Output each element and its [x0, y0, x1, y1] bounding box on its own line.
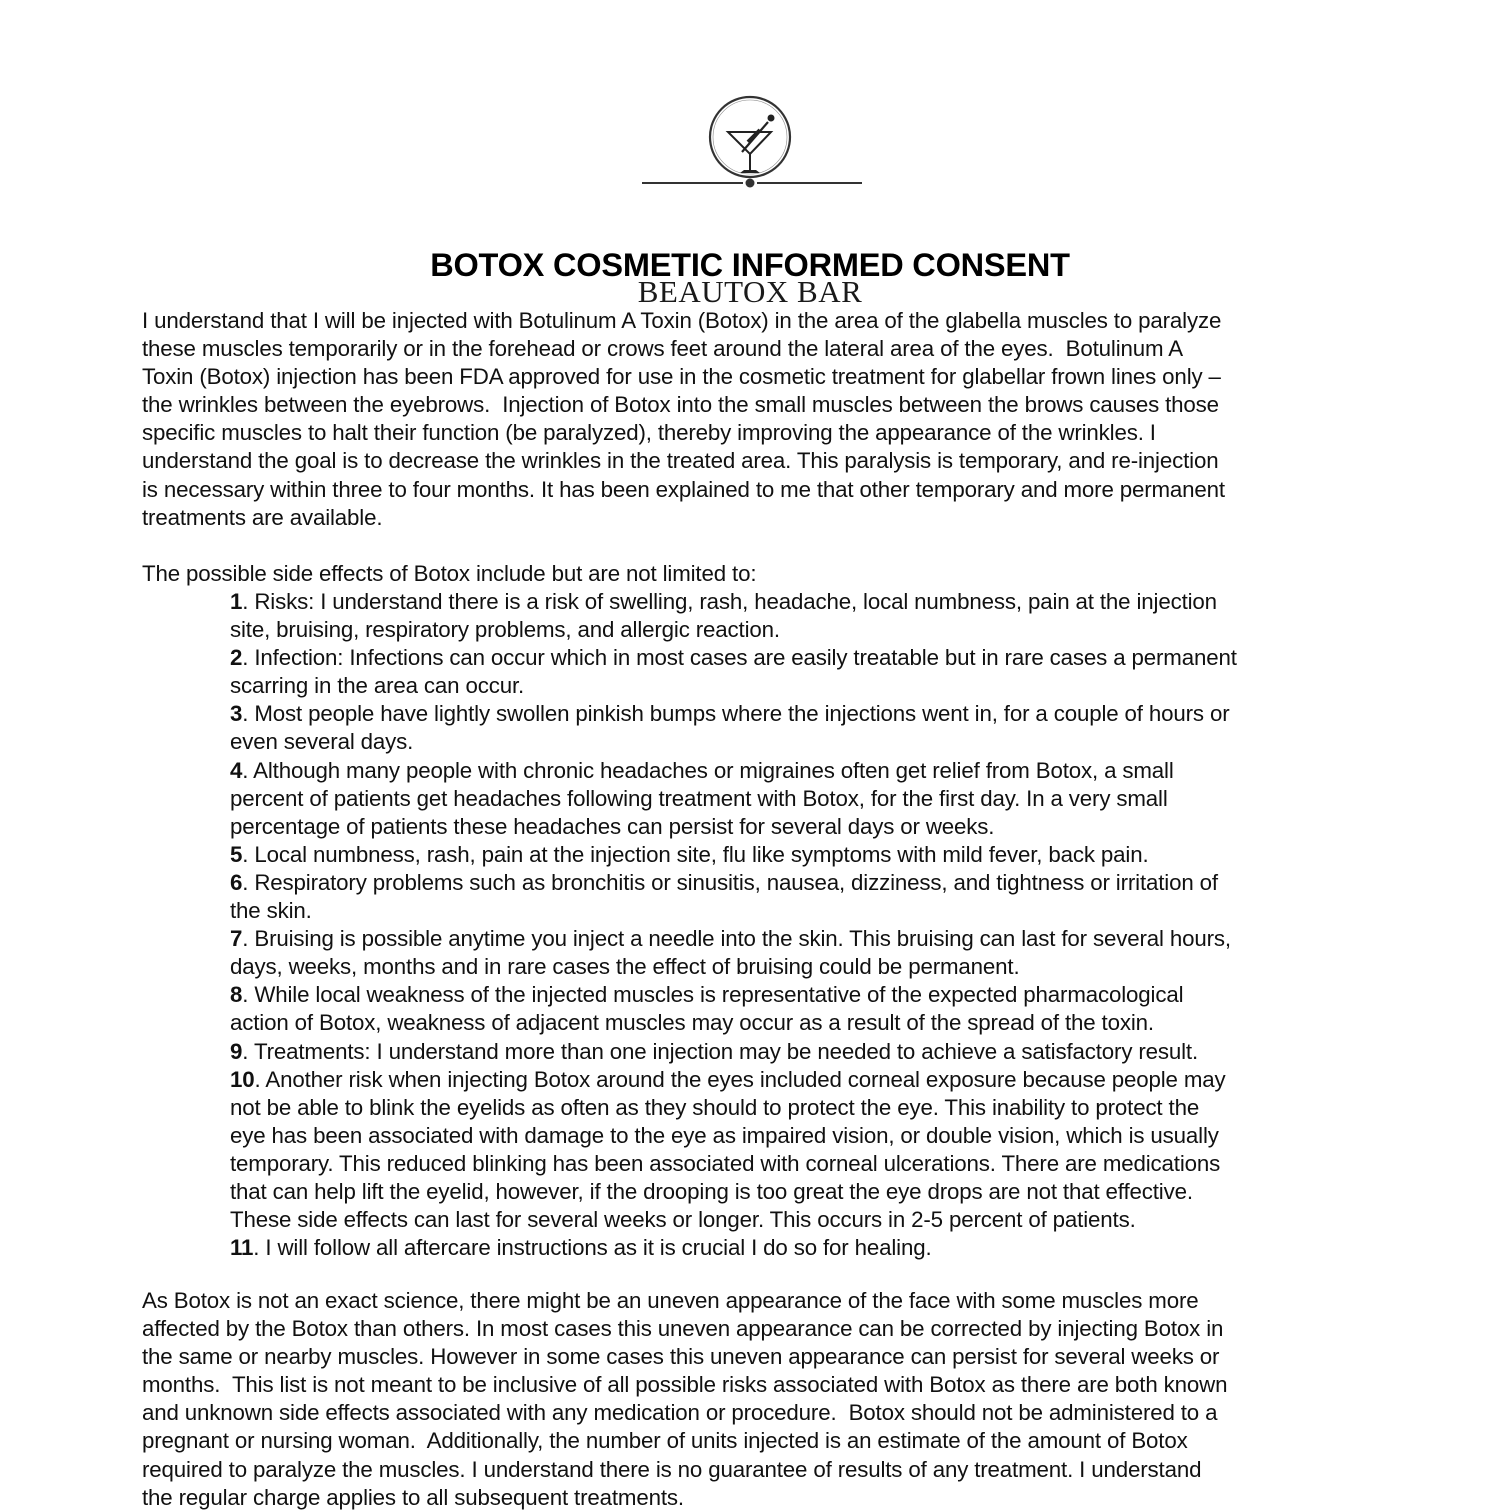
document-title: BOTOX COSMETIC INFORMED CONSENT	[430, 247, 1070, 283]
item-text: days, weeks, months and in rare cases the effect of bruising could be permanent.	[230, 954, 1020, 980]
item-text: temporary. This reduced blinking has been associated with corneal ulcerations. There are medications	[230, 1150, 1221, 1176]
beautox-bar-logo	[630, 92, 870, 309]
item-text: the skin.	[230, 898, 312, 924]
closing-line: As Botox is not an exact science, there might be an uneven appearance of the face with some muscles more	[142, 1288, 1199, 1313]
item-text: percent of patients get headaches following treatment with Botox, for the first day. In a very small	[230, 785, 1168, 811]
item-text: Infection: Infections can occur which in most cases are easily treatable but in rare cases a permanent	[254, 645, 1237, 671]
side-effects-list	[230, 588, 1380, 1262]
list-item: 2. Infection: Infections can occur which in most cases are easily treatable but in rare cases a permanent scarring in the area can occur.	[230, 644, 1380, 700]
item-number: 2	[230, 645, 243, 671]
closing-line: and unknown side effects associated with any medication or procedure. Botox should not be administered to a	[142, 1400, 1218, 1426]
intro-line: specific muscles to halt their function (be paralyzed), thereby improving the appearance of the wrinkles. I	[142, 420, 1156, 446]
list-item: 6. Respiratory problems such as bronchitis or sinusitis, nausea, dizziness, and tightness or irritation of the skin.	[230, 869, 1380, 925]
martini-glass-syringe-icon	[630, 92, 870, 218]
item-text: that can help lift the eyelid, however, if the drooping is too great the eye drops are not that effective.	[230, 1178, 1193, 1204]
item-text: These side effects can last for several weeks or longer. This occurs in 2-5 percent of patients.	[230, 1207, 1136, 1233]
item-number: 6	[230, 869, 243, 895]
intro-line: I understand that I will be injected with Botulinum A Toxin (Botox) in the area of the glabella muscles to paralyze	[142, 308, 1222, 333]
list-item: 9. Treatments: I understand more than one injection may be needed to achieve a satisfactory result.	[230, 1038, 1199, 1064]
intro-line: understand the goal is to decrease the wrinkles in the treated area. This paralysis is temporary, and re-injection	[142, 448, 1219, 474]
list-item: 8. While local weakness of the injected muscles is representative of the expected pharmacological action of Botox, weakness of adjacent muscles may occur as a result of the spread of the toxin.	[230, 981, 1380, 1037]
item-number: 4	[230, 757, 243, 783]
intro-line: these muscles temporarily or in the forehead or crows feet around the lateral area of the eyes. Botulinum A	[142, 336, 1183, 362]
list-item: 7. Bruising is possible anytime you inject a needle into the skin. This bruising can last for several hours, days, weeks, months and in rare cases the effect of bruising could be permanent.	[230, 925, 1380, 981]
item-text: Bruising is possible anytime you inject a needle into the skin. This bruising can last for several hours,	[254, 926, 1231, 952]
item-text: While local weakness of the injected muscles is representative of the expected pharmacological	[254, 982, 1184, 1008]
item-text: Treatments: I understand more than one injection may be needed to achieve a satisfactory result.	[253, 1038, 1199, 1064]
item-text: Respiratory problems such as bronchitis or sinusitis, nausea, dizziness, and tightness or irritation of	[254, 869, 1218, 895]
item-number: 7	[230, 926, 243, 952]
closing-line: required to paralyze the muscles. I understand there is no guarantee of results of any treatment. I understand	[142, 1456, 1202, 1482]
item-text: action of Botox, weakness of adjacent muscles may occur as a result of the spread of the toxin.	[230, 1010, 1154, 1036]
closing-line: the regular charge applies to all subsequent treatments.	[142, 1484, 684, 1510]
item-text: Local numbness, rash, pain at the injection site, flu like symptoms with mild fever, back pain.	[254, 841, 1149, 867]
side-effects-heading-text: The possible side effects of Botox include but are not limited to:	[142, 561, 757, 586]
intro-line: treatments are available.	[142, 504, 383, 530]
intro-line: Toxin (Botox) injection has been FDA approved for use in the cosmetic treatment for glabellar frown lines only –	[142, 364, 1221, 390]
item-text: not be able to blink the eyelids as often as they should to protect the eye. This inability to protect the	[230, 1094, 1200, 1120]
item-number: 5	[230, 841, 243, 867]
item-text: site, bruising, respiratory problems, and allergic reaction.	[230, 617, 780, 643]
item-text: eye has been associated with damage to the eye as impaired vision, or double vision, which is usually	[230, 1122, 1219, 1148]
intro-paragraph	[142, 307, 1382, 532]
list-item: 4. Although many people with chronic headaches or migraines often get relief from Botox, a small percent of patients get headaches following treatment with Botox, for the first day. In a very small percentage of patients these headaches can persist for several days or weeks.	[230, 757, 1380, 841]
list-item: 5. Local numbness, rash, pain at the injection site, flu like symptoms with mild fever, back pain.	[230, 841, 1149, 867]
item-number: 3	[230, 701, 243, 727]
item-text: even several days.	[230, 729, 414, 755]
item-text: I will follow all aftercare instructions as it is crucial I do so for healing.	[265, 1235, 932, 1261]
item-text: Most people have lightly swollen pinkish bumps where the injections went in, for a couple of hours or	[254, 701, 1230, 727]
closing-line: pregnant or nursing woman. Additionally, the number of units injected is an estimate of the amount of Botox	[142, 1428, 1188, 1454]
intro-line: the wrinkles between the eyebrows. Injection of Botox into the small muscles between the brows causes those	[142, 392, 1219, 418]
list-item: 3. Most people have lightly swollen pinkish bumps where the injections went in, for a couple of hours or even several days.	[230, 700, 1380, 756]
list-item: 11. I will follow all aftercare instructions as it is crucial I do so for healing.	[230, 1235, 932, 1261]
item-text: scarring in the area can occur.	[230, 673, 525, 699]
closing-line: affected by the Botox than others. In most cases this uneven appearance can be corrected by injecting Botox in	[142, 1316, 1224, 1342]
list-item: 10. Another risk when injecting Botox around the eyes included corneal exposure because people may not be able to blink the eyelids as often as they should to protect the eye. This inability to protect the eye has been associated with damage to the eye as impaired vision, or double vision, which is usually temporary. This reduced blinking has been associated with corneal ulcerations. There are medications that can help lift the eyelid, however, if the drooping is too great the eye drops are not that effective. These side effects can last for several weeks or longer. This occurs in 2-5 percent of patients.	[230, 1066, 1380, 1235]
item-number: 10	[230, 1066, 255, 1092]
closing-line: the same or nearby muscles. However in some cases this uneven appearance can persist for several weeks or	[142, 1344, 1220, 1370]
item-text: Although many people with chronic headaches or migraines often get relief from Botox, a small	[253, 757, 1174, 783]
item-number: 9	[230, 1038, 243, 1064]
brand-name: BEAUTOX BAR	[637, 274, 863, 309]
item-text: percentage of patients these headaches can persist for several days or weeks.	[230, 813, 995, 839]
side-effects-heading	[142, 560, 1382, 588]
item-number: 8	[230, 982, 243, 1008]
closing-paragraph	[142, 1287, 1382, 1512]
intro-line: is necessary within three to four months. It has been explained to me that other temporary and more permanent	[142, 476, 1225, 502]
item-number: 11	[230, 1235, 254, 1261]
item-number: 1	[230, 589, 243, 614]
closing-line: months. This list is not meant to be inclusive of all possible risks associated with Botox as there are both known	[142, 1372, 1228, 1398]
item-text: Risks: I understand there is a risk of swelling, rash, headache, local numbness, pain at the injection	[254, 589, 1217, 614]
list-item: 1. Risks: I understand there is a risk of swelling, rash, headache, local numbness, pain at the injection site, bruising, respiratory problems, and allergic reaction.	[230, 588, 1380, 644]
item-text: Another risk when injecting Botox around the eyes included corneal exposure because people may	[265, 1066, 1226, 1092]
